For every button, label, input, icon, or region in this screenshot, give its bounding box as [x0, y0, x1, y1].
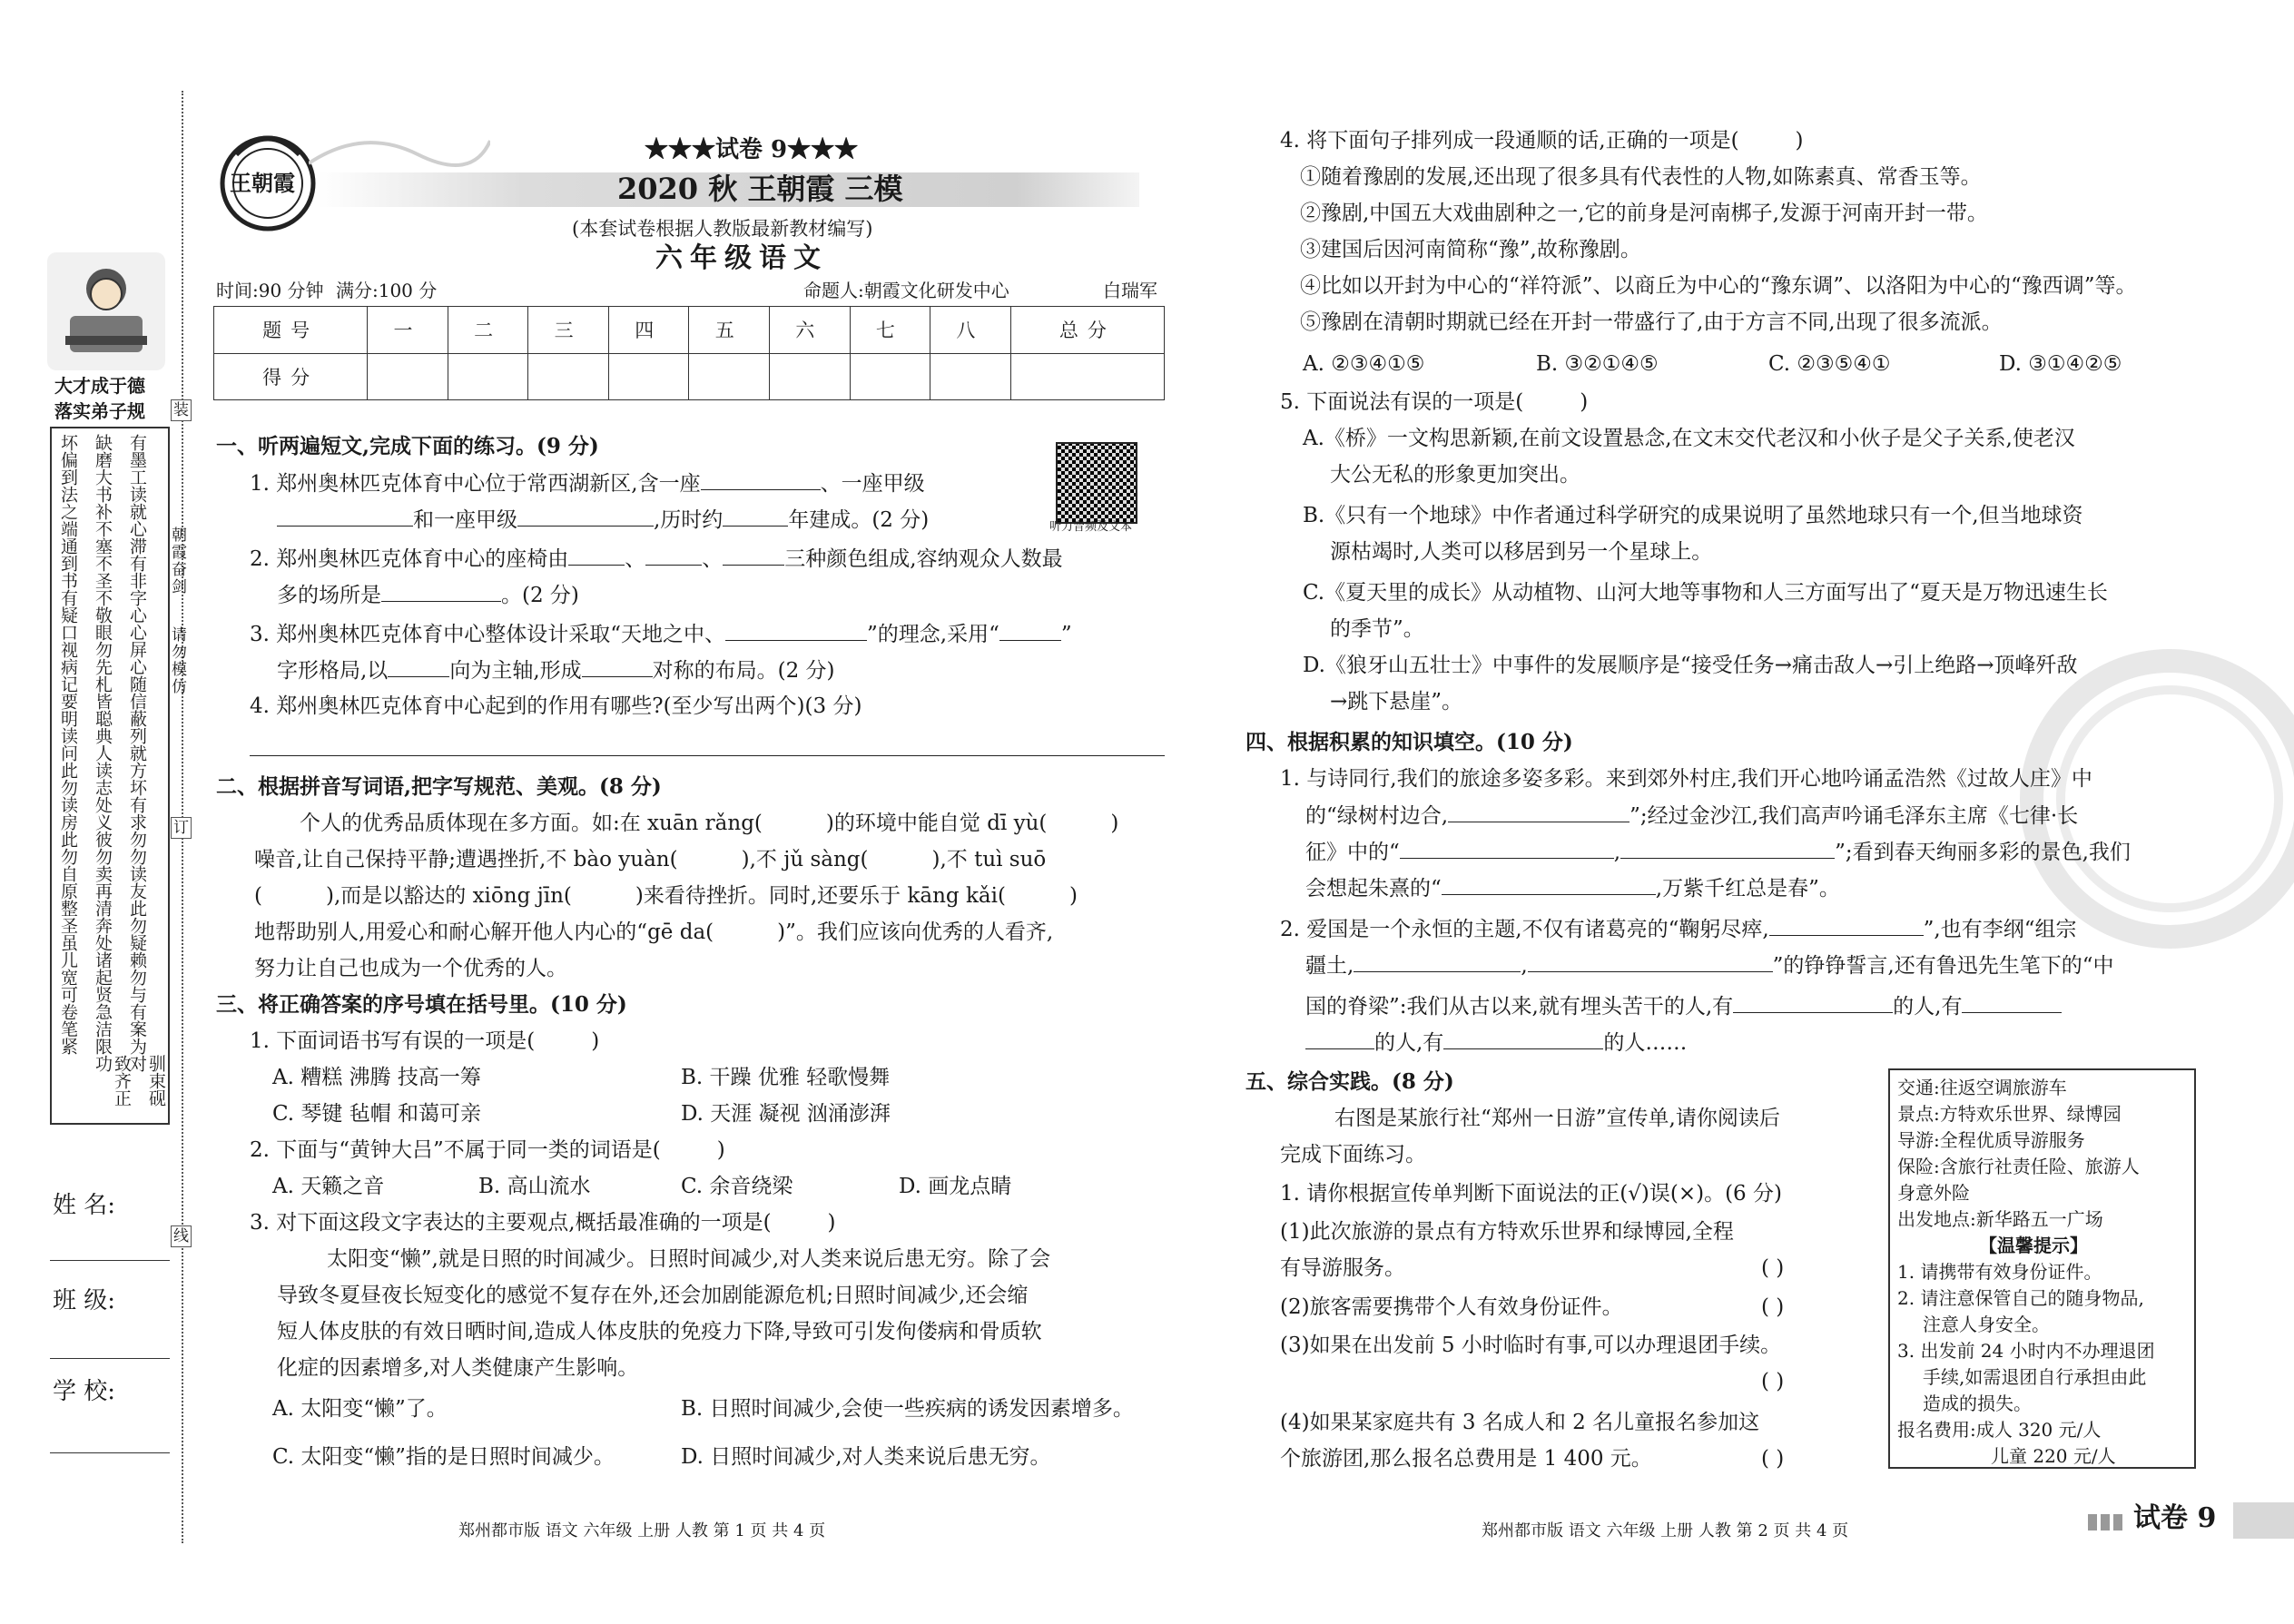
s5-judge-4b: 个旅游团,那么报名总费用是 1 400 元。	[1280, 1447, 1652, 1471]
s4-q2-line3: 国的脊梁”:我们从古以来,就有埋头苦干的人,有 的人,有	[1305, 992, 2062, 1020]
answer-blank[interactable]	[568, 545, 625, 566]
s4-q2-line2: 疆土, , ”的铮铮誓言,还有鲁迅先生笔下的“中	[1305, 951, 2113, 979]
binding-seal-text-1: 朝霞奋剑	[168, 527, 186, 595]
qr-caption: 听力音频及文本	[1049, 520, 1133, 534]
answer-blank[interactable]	[1354, 951, 1521, 972]
s3-q4-sentence: ①随着豫剧的发展,还出现了很多具有代表性的人物,如陈素真、常香玉等。	[1300, 165, 1982, 189]
s3-q5-option-text: 的季节”。	[1330, 617, 1424, 641]
s3-q4-sentence: ②豫剧,中国五大戏曲剧种之一,它的前身是河南梆子,发源于河南开封一带。	[1300, 202, 1988, 225]
logo-text: 王朝霞	[230, 170, 295, 196]
answer-blank[interactable]	[277, 506, 413, 527]
score-cell: 五	[689, 307, 770, 354]
score-input-cell[interactable]	[368, 353, 448, 400]
s3-q2-option-c[interactable]: C. 余音绕梁	[681, 1175, 793, 1198]
footer-exam-mark: 试卷 9	[2133, 1502, 2217, 1534]
poem-group: 致齐正功	[93, 1055, 132, 1107]
s3-q2-option-b[interactable]: B. 高山流水	[478, 1175, 591, 1198]
s3-q4-option-b[interactable]: B. ③②①④⑤	[1536, 352, 1659, 376]
poem-group: 勿卖再清	[93, 848, 113, 917]
score-input-cell[interactable]	[448, 353, 528, 400]
score-cell: 六	[770, 307, 851, 354]
section-3-title: 三、将正确答案的序号填在括号里。(10 分)	[216, 992, 627, 1017]
s3-q1-option-a[interactable]: A. 糟糕 沸腾 技高一筹	[272, 1066, 481, 1089]
s2-line1: 个人的优秀品质体现在多方面。如:在 xuān rǎng( )的环境中能自觉 dī yù( )	[300, 812, 1119, 835]
answer-blank[interactable]	[1448, 802, 1629, 822]
flyer-line: 身意外险	[1897, 1182, 1970, 1204]
exam-author-name: 白瑞军	[1103, 280, 1157, 301]
s3-passage-line: 短人体皮肤的有效日晒时间,造成人体皮肤的免疫力下降,导致可引发佝偻病和骨质软	[277, 1320, 1042, 1343]
s3-q4-option-c[interactable]: C. ②③⑤④①	[1768, 352, 1891, 376]
s4-q2-line1: 2. 爱国是一个永恒的主题,不仅有诸葛亮的“鞠躬尽瘁, ”,也有李纲“组宗	[1280, 915, 2076, 943]
s1-q1-line2: 和一座甲级 ,历时约 年建成。(2 分)	[277, 506, 929, 534]
poem-group: 圣不敬眼	[93, 572, 113, 641]
poem-group: 勿自原整	[58, 848, 78, 917]
s5-judge-1b: 有导游服务。	[1280, 1256, 1405, 1280]
score-cell: 七	[850, 307, 930, 354]
s5-judge-3: (3)如果在出发前 5 小时临时有事,可以办理退团手续。	[1280, 1334, 1782, 1357]
poem-group: 勿疑赖勿	[127, 917, 147, 986]
character-illustration	[47, 252, 165, 370]
s3-q2-option-d[interactable]: D. 画龙点睛	[899, 1175, 1012, 1198]
poem-group: 坏偏到法	[58, 434, 78, 503]
qr-code[interactable]	[1056, 442, 1137, 524]
answer-blank[interactable]	[1305, 1029, 1374, 1049]
poem-group: 之端通到	[58, 503, 78, 572]
s3-passage-line: 太阳变“懒”,就是日照的时间减少。日照时间减少,对人类来说后患无穷。除了会	[327, 1247, 1051, 1271]
score-input-cell[interactable]	[850, 353, 930, 400]
s5-judge-2: (2)旅客需要携带个人有效身份证件。	[1280, 1295, 1623, 1319]
binding-mark-3: 线	[171, 1225, 192, 1247]
section-2-title: 二、根据拼音写词语,把字写规范、美观。(8 分)	[216, 774, 662, 799]
s1-q4: 4. 郑州奥林匹克体育中心起到的作用有哪些?(至少写出两个)(3 分)	[250, 694, 862, 718]
poem-columns	[54, 434, 166, 1119]
score-input-cell[interactable]	[689, 353, 770, 400]
s2-line3: ( ),而是以豁达的 xiōng jīn( )来看待挫折。同时,还要乐于 kāng kǎi( )	[254, 884, 1078, 908]
score-row-label: 得分	[214, 353, 368, 400]
footer-decor-bar	[2233, 1502, 2294, 1539]
answer-blank[interactable]	[517, 506, 654, 527]
answer-blank[interactable]	[645, 545, 702, 566]
poem-group: 明读问此	[58, 710, 78, 779]
flyer-tip: 手续,如需退团自行承担由此	[1923, 1366, 2147, 1388]
s5-intro-line1: 右图是某旅行社“郑州一日游”宣传单,请你阅读后	[1334, 1107, 1780, 1130]
poem-group: 有墨工读	[127, 434, 147, 503]
flyer-tip: 3. 出发前 24 小时内不办理退团	[1897, 1340, 2155, 1362]
s3-q5-option-a[interactable]: A.《桥》一文构思新颖,在前文设置悬念,在文末交代老汉和小伙子是父子关系,使老汉	[1303, 427, 2075, 450]
s3-q4-sentence: ⑤豫剧在清朝时期就已经在开封一带盛行了,由于方言不同,出现了很多流派。	[1300, 310, 2003, 334]
s5-judge-1a: (1)此次旅游的景点有方特欢乐世界和绿博园,全程	[1280, 1220, 1734, 1244]
score-cell: 二	[448, 307, 528, 354]
flyer-tip: 造成的损失。	[1923, 1393, 2032, 1414]
section-4-title: 四、根据积累的知识填空。(10 分)	[1245, 730, 1573, 754]
s3-q5-option-d[interactable]: D.《狼牙山五壮士》中事件的发展顺序是“接受任务→痛击敌人→引上绝路→顶峰歼敌	[1303, 654, 2078, 677]
s3-q3-option-a[interactable]: A. 太阳变“懒”了。	[272, 1397, 448, 1421]
s5-judge-4-answer[interactable]: ( )	[1761, 1447, 1785, 1471]
poem-group: 志处义彼	[93, 779, 113, 848]
answer-blank[interactable]	[701, 469, 821, 490]
s4-q1-line1: 1. 与诗同行,我们的旅途多姿多彩。来到郊外村庄,我们开心地吟诵孟浩然《过故人庄》中	[1280, 767, 2092, 791]
exam-subtitle: (本套试卷根据人教版最新教材编写)	[572, 218, 873, 240]
grade-title: 六年级语文	[655, 242, 828, 274]
s3-q4-sentence: ③建国后因河南简称“豫”,故称豫剧。	[1300, 238, 1641, 261]
s4-q1-line2: 的“绿树村边合, ”;经过金沙江,我们高声吟诵毛泽东主席《七律·长	[1305, 802, 2078, 830]
s3-q5-option-text: →跳下悬崖”。	[1330, 690, 1463, 714]
s3-q1-option-d[interactable]: D. 天涯 凝视 汹涌澎湃	[681, 1102, 891, 1126]
poem-group: 勿读房此	[58, 779, 78, 848]
score-cell: 一	[368, 307, 448, 354]
section-1-title: 一、听两遍短文,完成下面的练习。(9 分)	[216, 434, 599, 458]
s3-q4-sentence: ④比如以开封为中心的“祥符派”、以商丘为中心的“豫东调”、以洛阳为中心的“豫西调”等。	[1300, 274, 2137, 298]
flyer-line: 出发地点:新华路五一广场	[1897, 1208, 2103, 1230]
poem-group: 视病记要	[58, 641, 78, 710]
flyer-line: 保险:含旅行社责任险、旅游人	[1897, 1156, 2140, 1177]
s3-q5-option-b[interactable]: B.《只有一个地球》中作者通过科学研究的成果说明了虽然地球只有一个,但当地球资	[1303, 504, 2083, 527]
answer-blank[interactable]	[1400, 838, 1614, 859]
poem-group: 贤急洁限	[93, 986, 113, 1055]
score-cell: 八	[930, 307, 1011, 354]
answer-blank[interactable]	[723, 545, 784, 566]
score-input-cell[interactable]	[1010, 353, 1164, 400]
s2-line4: 地帮助别人,用爱心和耐心解开他人内心的“gē da( )”。我们应该向优秀的人看齐,	[254, 920, 1054, 944]
s3-q5-option-text: 源枯竭时,人类可以移居到另一个星球上。	[1330, 540, 1713, 564]
class-field[interactable]	[50, 1358, 170, 1359]
s3-q3-option-b[interactable]: B. 日照时间减少,会使一些疾病的诱发因素增多。	[681, 1397, 1134, 1421]
s1-q2-line1: 2. 郑州奥林匹克体育中心的座椅由 、 、 三种颜色组成,容纳观众人数最	[250, 545, 1063, 573]
s3-q1-option-c[interactable]: C. 琴键 毡帽 和蔼可亲	[272, 1102, 482, 1126]
exam-time: 时间:90 分钟	[216, 280, 324, 301]
s4-q2-line4: 的人,有 的人……	[1305, 1029, 1687, 1057]
class-label: 班 级:	[53, 1287, 116, 1314]
poem-group: 补不塞不	[93, 503, 113, 572]
answer-blank[interactable]	[1733, 992, 1893, 1013]
s3-passage-line: 化症的因素增多,对人类健康产生影响。	[277, 1356, 639, 1380]
flyer-tip-title: 【温馨提示】	[1979, 1235, 2088, 1256]
flyer-line: 景点:方特欢乐世界、绿博园	[1897, 1103, 2122, 1125]
poem-group: 奔处诸起	[93, 917, 113, 986]
poem-group: 聪典人读	[93, 710, 113, 779]
poem-group: 缺磨大书	[93, 434, 113, 503]
poem-group: 驯束砚对	[127, 1055, 166, 1107]
poem-group: 与有案为	[127, 986, 147, 1055]
answer-line[interactable]	[250, 755, 1165, 756]
school-label: 学 校:	[53, 1378, 116, 1405]
s2-line2: 噪音,让自己保持平静;遭遇挫折,不 bào yuàn( ),不 jǔ sàng( ),不 tuì suō	[254, 848, 1047, 871]
s5-intro-line2: 完成下面练习。	[1280, 1143, 1426, 1166]
score-cell: 四	[608, 307, 689, 354]
motto-1: 大才成于德	[54, 375, 145, 397]
poem-group: 就心滞有	[127, 503, 147, 572]
flyer-line: 导游:全程优质导游服务	[1897, 1129, 2085, 1151]
poem-group: 勿先札皆	[93, 641, 113, 710]
s4-q1-line4: 会想起朱熹的“ ,万紫千红总是春”。	[1305, 874, 1840, 902]
watermark-seal-inner	[2056, 685, 2283, 912]
score-input-cell[interactable]	[608, 353, 689, 400]
poem-group: 勿读友此	[127, 848, 147, 917]
answer-blank[interactable]	[1528, 951, 1773, 972]
s1-q1-line1: 1. 郑州奥林匹克体育中心位于常西湖新区,含一座 、一座甲级	[250, 469, 925, 497]
s3-q5-option-c[interactable]: C.《夏天里的成长》从动植物、山河大地等事物和人三方面写出了“夏天是万物迅速生长	[1303, 581, 2108, 605]
poem-group: 书有疑口	[58, 572, 78, 641]
s3-q5: 5. 下面说法有误的一项是( )	[1280, 390, 1589, 414]
score-input-cell[interactable]	[528, 353, 609, 400]
answer-blank[interactable]	[1442, 874, 1656, 895]
flyer-tip: 2. 请注意保管自己的随身物品,	[1897, 1287, 2144, 1309]
score-table	[213, 306, 1165, 400]
s3-q1-option-b[interactable]: B. 干躁 优雅 轻歌慢舞	[681, 1066, 891, 1089]
flyer-tip: 1. 请携带有效身份证件。	[1897, 1261, 2102, 1283]
flyer-line: 交通:往返空调旅游车	[1897, 1077, 2067, 1098]
s5-judge-1-answer[interactable]: ( )	[1761, 1256, 1785, 1280]
score-table-header-row	[214, 307, 1165, 354]
flyer-fee: 儿童 220 元/人	[1991, 1445, 2116, 1467]
flyer-tip: 注意人身安全。	[1923, 1314, 2050, 1335]
binding-mark-1: 装	[171, 399, 192, 421]
answer-blank[interactable]	[723, 506, 788, 527]
score-cell: 总分	[1010, 307, 1164, 354]
score-cell: 三	[528, 307, 609, 354]
school-field[interactable]	[50, 1452, 170, 1453]
s3-passage-line: 导致冬夏昼夜长短变化的感觉不复存在外,还会加剧能源危机;日照时间减少,还会缩	[277, 1284, 1029, 1307]
score-input-cell[interactable]	[930, 353, 1011, 400]
answer-blank[interactable]	[582, 656, 653, 677]
answer-blank[interactable]	[725, 620, 867, 641]
score-input-cell[interactable]	[770, 353, 851, 400]
exam-title: 2020 秋 王朝霞 三模	[617, 172, 903, 206]
score-cell: 题号	[214, 307, 368, 354]
s1-q3-line1: 3. 郑州奥林匹克体育中心整体设计采取“天地之中、 ”的理念,采用“ ”	[250, 620, 1072, 648]
section-5-title: 五、综合实践。(8 分)	[1245, 1069, 1454, 1094]
answer-blank[interactable]	[999, 620, 1061, 641]
flyer-fee: 报名费用:成人 320 元/人	[1897, 1419, 2102, 1441]
poem-group: 蔽列就方	[127, 710, 147, 779]
s3-q3-option-d[interactable]: D. 日照时间减少,对人类来说后患无穷。	[681, 1445, 1051, 1469]
exam-number: ★★★试卷 9★★★	[645, 136, 859, 163]
footer-page-1: 郑州都市版 语文 六年级 上册 人教 第 1 页 共 4 页	[458, 1521, 826, 1540]
s3-q2: 2. 下面与“黄钟大吕”不属于同一类的词语是( )	[250, 1138, 725, 1162]
s1-q2-line2: 多的场所是 。(2 分)	[277, 581, 579, 609]
footer-decor-squares	[2088, 1514, 2124, 1530]
s3-q3-option-c[interactable]: C. 太阳变“懒”指的是日照时间减少。	[272, 1445, 615, 1469]
s3-q1: 1. 下面词语书写有误的一项是( )	[250, 1029, 600, 1053]
answer-blank[interactable]	[381, 581, 501, 602]
answer-blank[interactable]	[1620, 838, 1835, 859]
poem-group: 坏有求勿	[127, 779, 147, 848]
exam-full-score: 满分:100 分	[336, 280, 438, 301]
answer-blank[interactable]	[1769, 915, 1924, 936]
s5-judge-3-answer[interactable]: ( )	[1761, 1370, 1785, 1393]
poem-group: 非字心心	[127, 572, 147, 641]
name-label: 姓 名:	[53, 1192, 116, 1219]
footer-page-2: 郑州都市版 语文 六年级 上册 人教 第 2 页 共 4 页	[1482, 1521, 1849, 1540]
s3-q2-option-a[interactable]: A. 天籁之音	[272, 1175, 385, 1198]
motto-2: 落实弟子规	[54, 400, 145, 422]
s5-judge-4a: (4)如果某家庭共有 3 名成人和 2 名儿童报名参加这	[1280, 1411, 1760, 1434]
s3-q4-option-a[interactable]: A. ②③④①⑤	[1303, 352, 1425, 376]
s1-q3-line2: 字形格局,以 向为主轴,形成 对称的布局。(2 分)	[277, 656, 835, 684]
score-table-score-row	[214, 353, 1165, 400]
s3-q5-option-text: 大公无私的形象更加突出。	[1330, 463, 1580, 487]
answer-blank[interactable]	[1962, 992, 2062, 1013]
name-field[interactable]	[50, 1260, 170, 1261]
s5-q1: 1. 请你根据宣传单判断下面说法的正(√)误(×)。(6 分)	[1280, 1182, 1782, 1206]
s3-q4-option-d[interactable]: D. ③①④②⑤	[1999, 352, 2122, 376]
exam-author: 命题人:朝霞文化研发中心	[803, 280, 1009, 301]
binding-seal-text-2: 请勿模仿	[168, 626, 186, 695]
poem-group: 屏心随信	[127, 641, 147, 710]
s2-line5: 努力让自己也成为一个优秀的人。	[254, 957, 567, 980]
poem-group: 可卷笔紧	[58, 986, 78, 1055]
s5-judge-2-answer[interactable]: ( )	[1761, 1295, 1785, 1319]
s3-q4: 4. 将下面句子排列成一段通顺的话,正确的一项是( )	[1280, 129, 1804, 153]
ribbon-swoosh	[309, 127, 490, 182]
binding-mark-2: 订	[171, 817, 192, 839]
poem-group: 圣虽儿宽	[58, 917, 78, 986]
answer-blank[interactable]	[388, 656, 449, 677]
s3-q3: 3. 对下面这段文字表达的主要观点,概括最准确的一项是( )	[250, 1211, 836, 1235]
answer-blank[interactable]	[1443, 1029, 1603, 1049]
s4-q1-line3: 征》中的“ , ”;看到春天绚丽多彩的景色,我们	[1305, 838, 2131, 866]
